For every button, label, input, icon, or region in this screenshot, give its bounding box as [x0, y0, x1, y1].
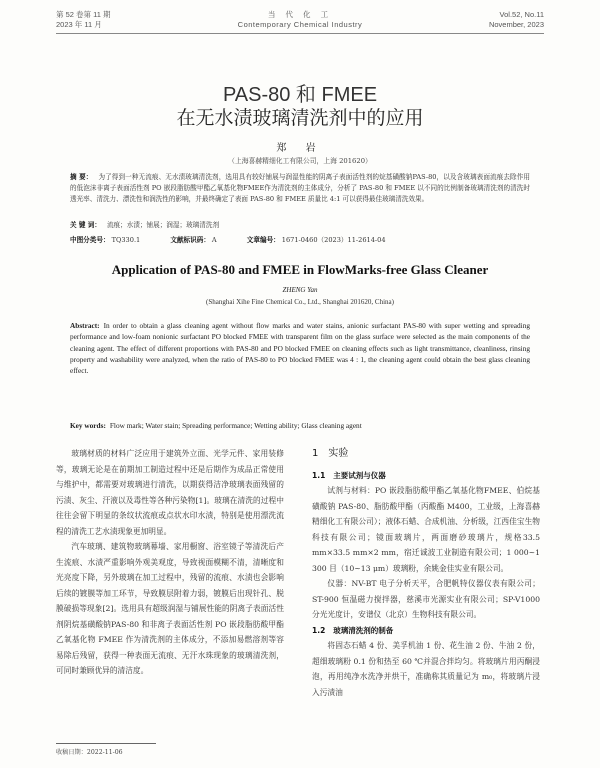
journal-en: Contemporary Chemical Industry [237, 20, 363, 29]
subsection-heading [312, 623, 540, 639]
clc-value: TQ330.1 [111, 236, 141, 244]
body-paragraph: 玻璃材质的材料广泛应用于建筑外立面、光学元件、家用装修等，玻璃无论是在前期加工制造过程中还是后期作为成品正常使用与维护中，都需要对玻璃进行清洗，以期获得洁净玻璃表面残留的污渍、灰尘、汗液以及毒性等各种污染物[1]。玻璃在清洗的过程中往往会留下明显的条纹状流痕或点状水印水渍，特别是使用漂洗流程的清洗工艺水渍现象更加明显。 [56, 449, 284, 536]
volume-zh: 第 52 卷第 11 期 [56, 10, 111, 19]
keywords-zh-text: 流痕；水渍；铺展；润湿；玻璃清洗剂 [106, 221, 220, 229]
body-paragraph: 仪器：NV-BT 电子分析天平，合肥帆特仪器仪表有限公司；ST-900 恒温磁力搅拌器，慈溪市光源实业有限公司；SP-V1000 分光光度计，安谱仪（北京）生物科技有限公司。 [312, 579, 540, 619]
abstract-en [70, 320, 530, 376]
header-right [489, 10, 544, 30]
subsection-number: 1.1 [312, 470, 326, 480]
subsection-title: 主要试剂与仪器 [333, 470, 386, 480]
affiliation-zh: （上海喜赫精细化工有限公司，上海 201620） [228, 157, 372, 165]
article-value: 1671-0460（2023）11-2614-04 [281, 236, 386, 244]
date-en: November, 2023 [488, 20, 544, 29]
journal-zh: 当 代 化 工 [267, 10, 333, 19]
section-heading [312, 446, 540, 462]
footnote: 收稿日期：2022-11-06 [56, 749, 123, 756]
article-label: 文章编号： [246, 236, 280, 244]
body-paragraph: 试剂与材料：PO 嵌段脂肪酸甲酯乙氧基化物FMEE、伯烷基磺酸钠 PAS-80、脂肪酸甲酯（丙酸酯 M400，工业级，上海喜赫精细化工有限公司）；液体石蜡、合成机油、分析级，江西佳宝生物科技有限公司；镜面玻璃片，两面磨砂玻璃片，规格33.5 mm×33.5 mm×2 mm，宿迁诚波工业制造有限公司；1 000~1 300 目（10~13 μm）玻璃粉，余姚金佳实业有限公司。 [312, 486, 540, 573]
header-center [56, 10, 544, 30]
date-zh: 2023 年 11 月 [56, 20, 102, 29]
volume-en: Vol.52, No.11 [499, 10, 544, 19]
title-en: Application of PAS-80 and FMEE in FlowMarks-free Glass Cleaner [111, 262, 489, 277]
keywords-zh [70, 219, 530, 229]
classification-line [70, 234, 530, 244]
keywords-en-label: Key words: [70, 421, 106, 430]
running-header [56, 10, 544, 34]
abstract-en-text: In order to obtain a glass cleaning agent without flow marks and water stains, anionic surfactant PAS-80 with super wetting and spreading performance and low-foam nonionic surfactant PO blocked FMEE with transparent film on the glass surface were selected as the main components of the cleaning agent. The effect of different proportions with PAS-80 and PO blocked FMEE on cleaning effects such as light transmittance, cleanliness, rinsing property and washability were analyzed, when the ratio of PAS-80 to PO blocked FMEE was 4 : 1, the cleaning agent could obtain the best glass cleaning effect. [70, 321, 530, 376]
subsection-title: 玻璃清洗剂的制备 [333, 625, 394, 635]
footnote-divider [56, 743, 156, 744]
author-zh: 郑 岩 [276, 143, 324, 154]
subsection-heading [312, 468, 540, 484]
affiliation-en: (Shanghai Xihe Fine Chemical Co., Ltd., Shanghai 201620, China) [205, 298, 394, 306]
body-paragraph: 将固态石蜡 4 份、美孚机油 1 份、花生油 2 份、牛油 2 份，超细玻璃粉 0.1 份和热至 60 ℃并混合拌均匀。将玻璃片用丙酮浸泡，再用纯净水洗净并烘干，准确称其质量记为 m₀，将玻璃片浸入污渍油 [312, 641, 540, 697]
section-number: 1 [312, 448, 319, 459]
keywords-en [70, 421, 530, 430]
author-en: ZHENG Yan [282, 286, 318, 294]
body-paragraph: 汽车玻璃、建筑物玻璃幕墙、家用橱窗、浴室镜子等清洗后产生流痕、水渍严重影响外观美观度，导致视面模糊不清，清晰度和光亮度下降，另外玻璃在加工过程中，残留的流痕、水渍也会影响后续的镀膜等加工环节，导致膜层附着力弱，镀膜后出现针孔、脱膜破损等现象[2]。选用具有超级润湿与铺展性能的阴离子表面活性剂阴烷基磺酸钠PAS-80 和非离子表面活性剂 PO 嵌段脂肪酸甲酯乙氧基化物 FMEE 作为清洗剂的主体成分，不添加易燃溶剂等容易除后残留，获得一种表面无流痕、无汗水珠现象的玻璃清洗剂，可同时兼顾优异的清洁度。 [56, 542, 284, 675]
body-right-column [312, 446, 540, 700]
subsection-number: 1.2 [312, 625, 326, 635]
section-title: 实验 [328, 448, 349, 459]
header-divider [56, 33, 544, 34]
keywords-en-text: Flow mark; Water stain; Spreading performance; Wetting ability; Glass cleaning agent [109, 421, 362, 430]
doc-label: 文献标识码： [170, 236, 210, 244]
abstract-en-label: Abstract: [70, 321, 100, 330]
title-line1: PAS-80 和 FMEE [222, 84, 378, 106]
abstract-zh-text: 为了得到一种无流痕、无水渍玻璃清洗剂，选用具有较好铺展与润湿性能的阴离子表面活性剂的烷基磺酸钠PAS-80，以及含玻璃表面流痕去除作用的低泡沫非离子表面活性剂 PO 嵌段脂肪酸甲酯乙氧基化物FMEE作为清洗剂的主体成分，分析了 PAS-80 和 FMEE 以不同的比例制备玻璃清洗剂的清洗时透光率、清洗力、漂洗性和润洗性的影响，并最终确定了表面 PAS-80 和 FMEE 质量比 4:1 可以获得最佳玻璃清洗效果。 [70, 173, 531, 203]
clc-label: 中图分类号： [70, 236, 110, 244]
body-left-column [56, 446, 284, 679]
abstract-zh-label: 摘 要： [70, 173, 93, 181]
keywords-zh-label: 关 键 词： [70, 221, 101, 229]
doc-value: A [211, 236, 217, 244]
title-line2: 在无水渍玻璃清洗剂中的应用 [176, 107, 424, 129]
abstract-zh [70, 172, 530, 205]
